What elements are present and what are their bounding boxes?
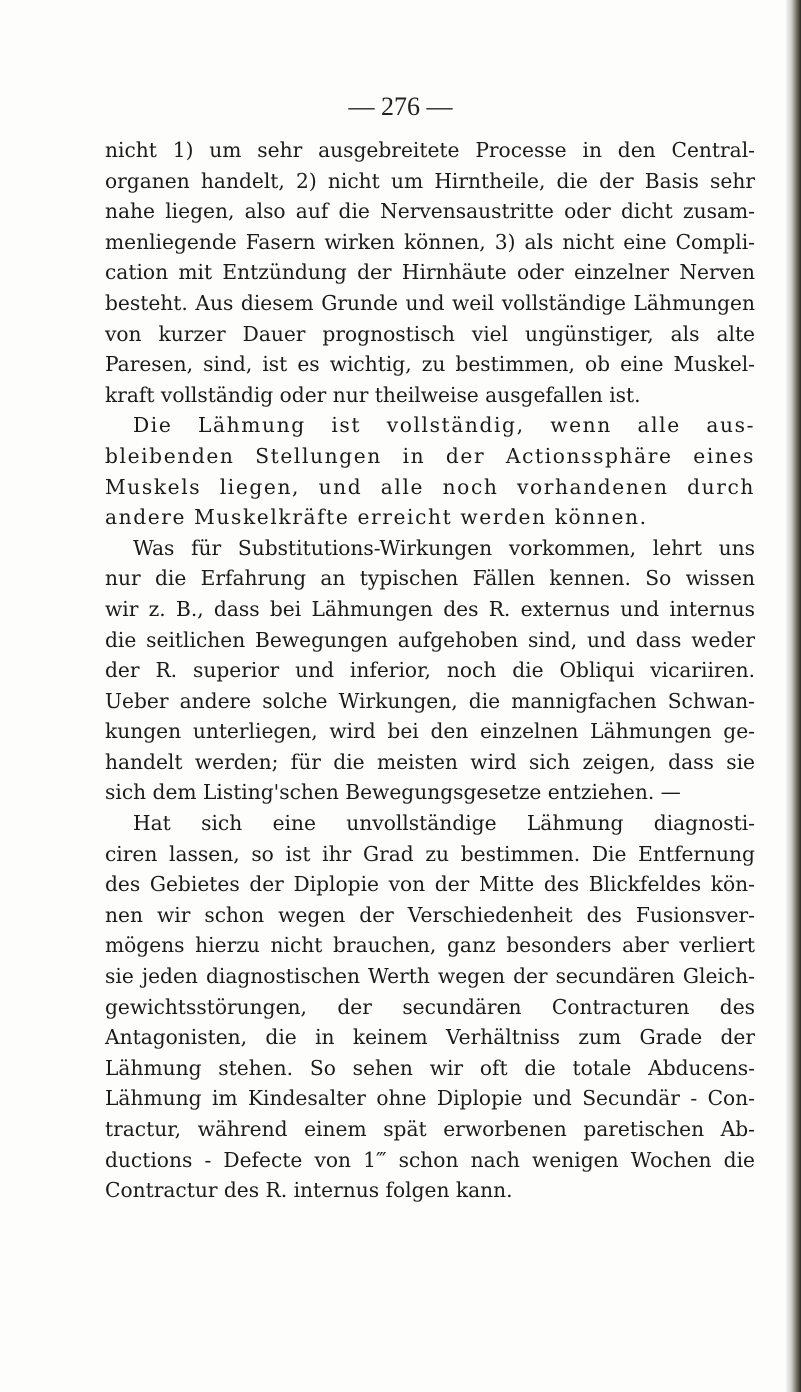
text-line: kungen unterliegen, wird bei den einzelnen Lähmungen ge- <box>105 719 755 744</box>
text-line: Die Lähmung ist vollständig, wenn alle aus- <box>133 413 755 438</box>
text-line: der R. superior und inferior, noch die Obliqui vicariiren. <box>105 658 755 683</box>
page-spine-shadow <box>785 0 801 1392</box>
text-line: des Gebietes der Diplopie von der Mitte des Blickfeldes kön- <box>105 872 755 897</box>
text-line: gewichtsstörungen, der secundären Contracturen des <box>105 994 755 1019</box>
text-line: mögens hierzu nicht brauchen, ganz besonders aber verliert <box>105 933 755 958</box>
text-line: ductions - Defecte von 1‴ schon nach wenigen Wochen die <box>105 1147 755 1172</box>
text-line: besteht. Aus diesem Grunde und weil vollständige Lähmungen <box>105 290 755 315</box>
text-line: die seitlichen Bewegungen aufgehoben sind, und dass weder <box>105 627 755 652</box>
text-line: Ueber andere solche Wirkungen, die mannigfachen Schwan- <box>105 688 755 713</box>
text-line: andere Muskelkräfte erreicht werden können. <box>105 505 648 530</box>
text-line: nicht 1) um sehr ausgebreitete Processe in den Central- <box>105 138 755 162</box>
text-line: tractur, während einem spät erworbenen paretischen Ab- <box>105 1117 755 1141</box>
text-line: Was für Substitutions-Wirkungen vorkommen, lehrt uns <box>133 535 755 560</box>
text-line: bleibenden Stellungen in der Actionssphäre eines <box>105 443 755 468</box>
text-line: kraft vollständig oder nur theilweise ausgefallen ist. <box>105 382 641 407</box>
text-line: Antagonisten, die in keinem Verhältniss zum Grade der <box>105 1025 755 1050</box>
text-line: Paresen, sind, ist es wichtig, zu bestimmen, ob eine Muskel- <box>105 352 755 377</box>
text-line: organen handelt, 2) nicht um Hirntheile, die der Basis sehr <box>105 168 755 193</box>
text-line: Contractur des R. internus folgen kann. <box>105 1178 513 1203</box>
text-line: handelt werden; für die meisten wird sich zeigen, dass sie <box>105 749 755 774</box>
text-line: sich dem Listing'schen Bewegungsgesetze entziehen. — <box>105 780 681 805</box>
text-line: ciren lassen, so ist ihr Grad zu bestimmen. Die Entfernung <box>105 841 755 866</box>
text-line: nahe liegen, also auf die Nervensaustritte oder dicht zusam- <box>105 199 755 224</box>
text-line: Lähmung im Kindesalter ohne Diplopie und Secundär - Con- <box>105 1086 755 1111</box>
text-line: wir z. B., dass bei Lähmungen des R. externus und internus <box>105 596 755 621</box>
text-line: Lähmung stehen. So sehen wir oft die totale Abducens- <box>105 1055 755 1080</box>
text-line: Hat sich eine unvollständige Lähmung diagnosti- <box>133 811 755 836</box>
body-text <box>105 135 755 1206</box>
text-line: Muskels liegen, und alle noch vorhandenen durch <box>105 474 755 499</box>
text-line: von kurzer Dauer prognostisch viel ungünstiger, als alte <box>105 321 755 346</box>
text-line: cation mit Entzündung der Hirnhäute oder einzelner Nerven <box>105 260 755 285</box>
text-line: menliegende Fasern wirken können, 3) als nicht eine Compli- <box>105 229 755 254</box>
text-line: nen wir schon wegen der Verschiedenheit des Fusionsver- <box>105 902 755 927</box>
page-number-header: — 276 — <box>348 92 453 121</box>
text-line: sie jeden diagnostischen Werth wegen der secundären Gleich- <box>105 964 755 989</box>
text-line: nur die Erfahrung an typischen Fällen kennen. So wissen <box>105 566 755 591</box>
